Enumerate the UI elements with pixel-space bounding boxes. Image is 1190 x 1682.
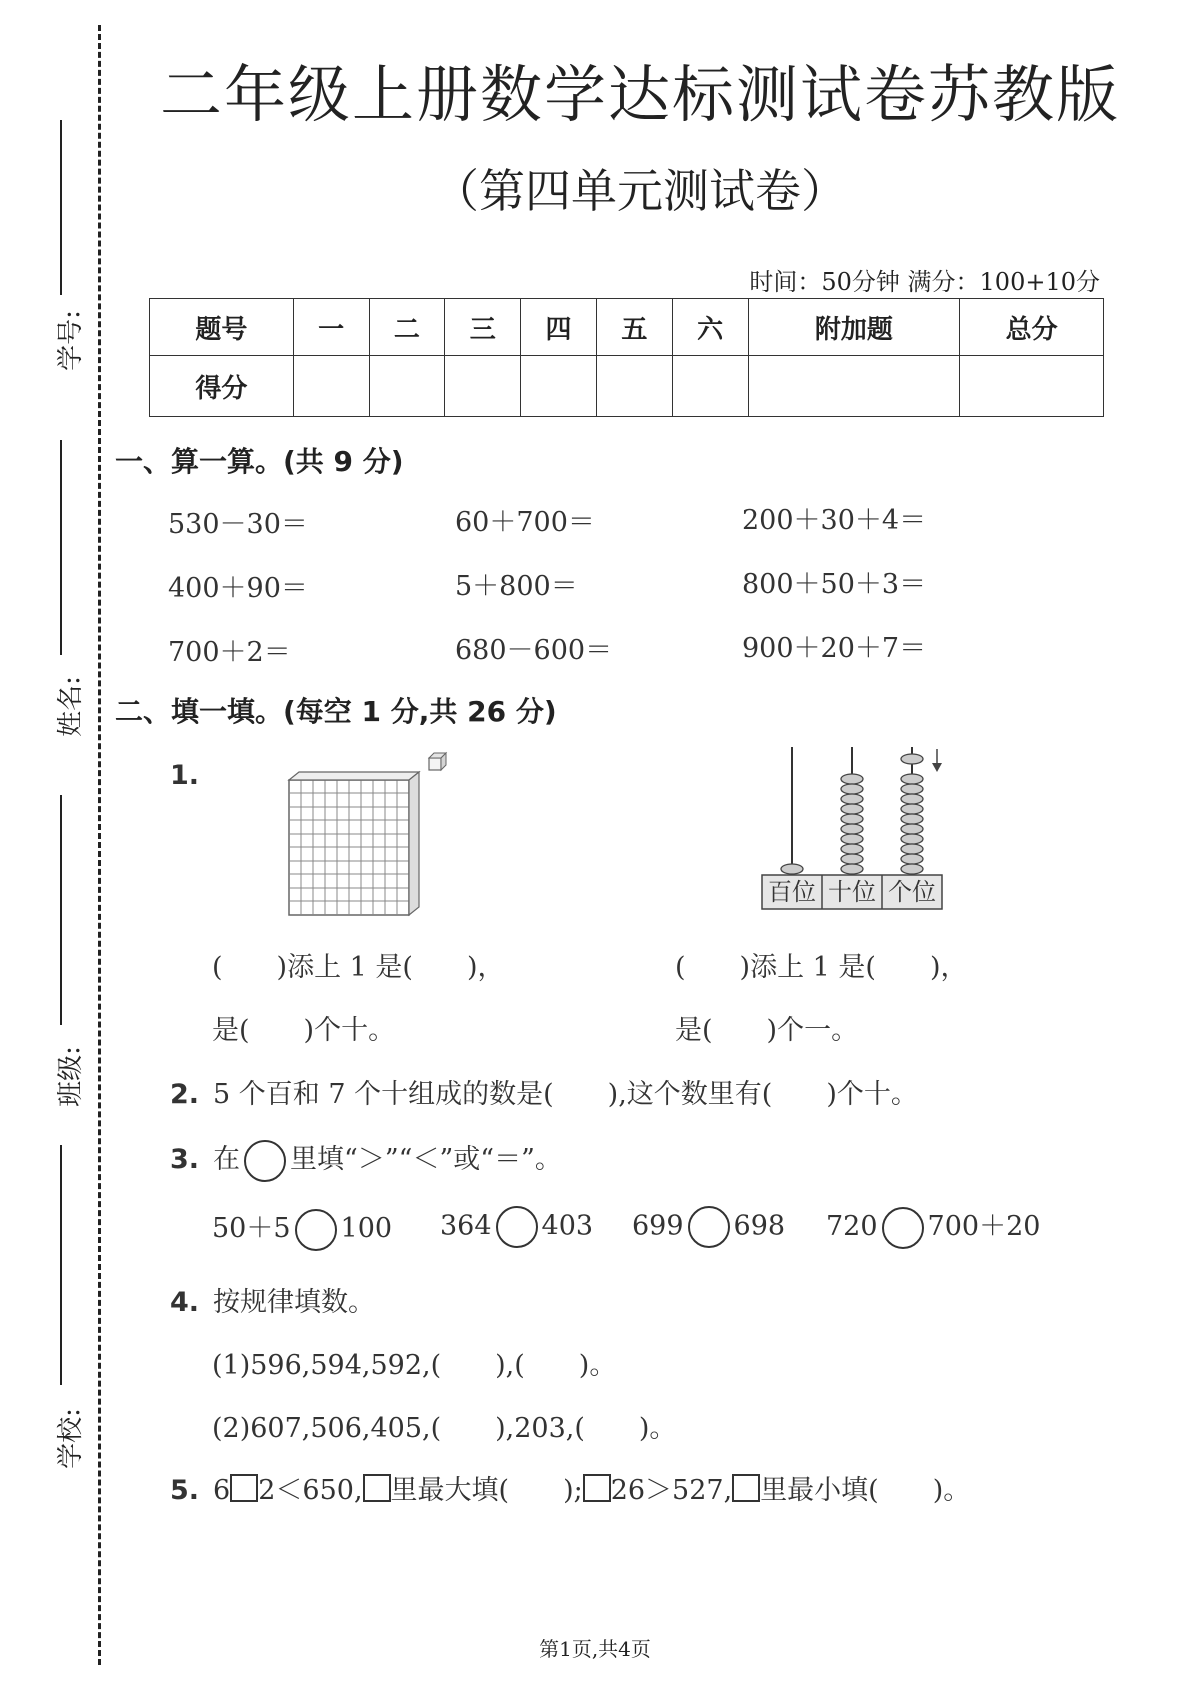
- compare-left: 50＋5: [212, 1213, 291, 1244]
- score-header-cell: 附加题: [748, 299, 960, 356]
- score-header-cell: 一: [293, 299, 369, 356]
- equation: 800＋50＋3＝: [742, 569, 927, 600]
- abacus-label-ones: 个位: [888, 878, 936, 906]
- score-cell[interactable]: [596, 356, 672, 417]
- equation: 900＋20＋7＝: [742, 633, 927, 664]
- score-cell[interactable]: [521, 356, 597, 417]
- question-4: [170, 1280, 375, 1319]
- section-1-title: 一、算一算。(共 9 分): [115, 445, 404, 478]
- q5-part-c: 里最大填( );: [390, 1475, 583, 1506]
- q3-compare-2: [440, 1206, 593, 1248]
- score-cell[interactable]: [293, 356, 369, 417]
- score-cell[interactable]: [445, 356, 521, 417]
- score-table-header-row: [150, 299, 1104, 356]
- equation: 200＋30＋4＝: [742, 505, 927, 536]
- score-cell[interactable]: [369, 356, 445, 417]
- score-header-cell: 题号: [150, 299, 294, 356]
- equation: 680－600＝: [455, 635, 613, 666]
- section-2-title: 二、填一填。(每空 1 分,共 26 分): [115, 695, 557, 728]
- question-5-number: 5.: [170, 1475, 200, 1506]
- question-2: [170, 1072, 918, 1111]
- compare-circle-input[interactable]: [688, 1206, 730, 1248]
- equation: 400＋90＝: [168, 573, 308, 604]
- score-cell[interactable]: [748, 356, 960, 417]
- score-header-cell: 三: [445, 299, 521, 356]
- q5-part-a: 6: [213, 1475, 231, 1506]
- question-2-text: 5 个百和 7 个十组成的数是( ),这个数里有( )个十。: [213, 1079, 918, 1110]
- q5-part-d: 26＞527,: [610, 1475, 733, 1506]
- compare-left: 699: [632, 1210, 684, 1242]
- q1-right-line-2: 是( )个一。: [675, 1015, 859, 1046]
- equation: 530－30＝: [168, 509, 308, 540]
- square-blank-input[interactable]: [230, 1474, 258, 1502]
- page-subtitle: （第四单元测试卷）: [433, 164, 847, 218]
- hundred-block-illustration: [285, 750, 455, 920]
- score-header-cell: 二: [369, 299, 445, 356]
- q3-compare-3: [632, 1206, 785, 1248]
- q1-right-line-1: ( )添上 1 是( )，: [675, 952, 968, 983]
- score-cell[interactable]: [672, 356, 748, 417]
- question-4-number: 4.: [170, 1287, 200, 1318]
- equation: 700＋2＝: [168, 637, 291, 668]
- compare-right: 100: [340, 1213, 393, 1244]
- compare-left: 720: [826, 1211, 878, 1242]
- score-header-cell: 总分: [960, 299, 1104, 356]
- q4-sequence-2: (2)607,506,405,( ),203,( )。: [212, 1413, 677, 1444]
- compare-right: 700＋20: [927, 1211, 1041, 1242]
- fold-line: [98, 25, 101, 1665]
- question-1-number: 1.: [170, 760, 200, 791]
- square-blank-input[interactable]: [583, 1474, 611, 1502]
- question-2-number: 2.: [170, 1079, 200, 1110]
- score-header-cell: 六: [672, 299, 748, 356]
- page-title: 二年级上册数学达标测试卷苏教版: [159, 58, 1120, 131]
- circle-icon: [244, 1140, 286, 1182]
- score-row-label: 得分: [150, 356, 294, 417]
- q5-part-b: 2＜650,: [258, 1475, 363, 1506]
- question-3-number: 3.: [170, 1144, 200, 1175]
- question-3-text-a: 在: [213, 1144, 241, 1175]
- q1-left-line-1: ( )添上 1 是( )，: [212, 952, 505, 983]
- compare-left: 364: [440, 1210, 492, 1242]
- abacus-illustration: [755, 745, 955, 915]
- q5-part-e: 里最小填( )。: [760, 1475, 971, 1506]
- side-label-class: 班级:: [55, 1046, 86, 1107]
- q3-compare-1: [212, 1206, 392, 1251]
- question-4-text: 按规律填数。: [213, 1287, 376, 1318]
- side-label-school: 学校:: [55, 1408, 86, 1469]
- score-table-score-row: [150, 356, 1104, 417]
- compare-right: 698: [733, 1210, 786, 1242]
- abacus-label-hundreds: 百位: [768, 878, 816, 906]
- equation: 60＋700＝: [455, 507, 595, 538]
- time-score-info: 时间：50分钟 满分：100+10分: [749, 268, 1100, 296]
- q3-compare-4: [826, 1204, 1040, 1249]
- compare-circle-input[interactable]: [496, 1206, 538, 1248]
- side-label-id: 学号:: [55, 310, 86, 371]
- compare-right: 403: [541, 1210, 594, 1242]
- question-3-text-b: 里填“＞”“＜”或“＝”。: [290, 1144, 562, 1175]
- score-header-cell: 五: [596, 299, 672, 356]
- question-3: [170, 1137, 562, 1182]
- score-header-cell: 四: [521, 299, 597, 356]
- score-cell[interactable]: [960, 356, 1104, 417]
- abacus-label-tens: 十位: [828, 878, 876, 906]
- compare-circle-input[interactable]: [295, 1209, 337, 1251]
- score-table: [149, 298, 1104, 417]
- equation: 5＋800＝: [455, 571, 578, 602]
- compare-circle-input[interactable]: [882, 1207, 924, 1249]
- side-label-name: 姓名:: [55, 676, 86, 737]
- square-icon: [732, 1474, 760, 1502]
- q4-sequence-1: (1)596,594,592,( ),( )。: [212, 1350, 617, 1381]
- question-5: [170, 1468, 970, 1507]
- q1-left-line-2: 是( )个十。: [212, 1015, 396, 1046]
- page-footer: 第1页,共4页: [539, 1637, 651, 1661]
- square-icon: [363, 1474, 391, 1502]
